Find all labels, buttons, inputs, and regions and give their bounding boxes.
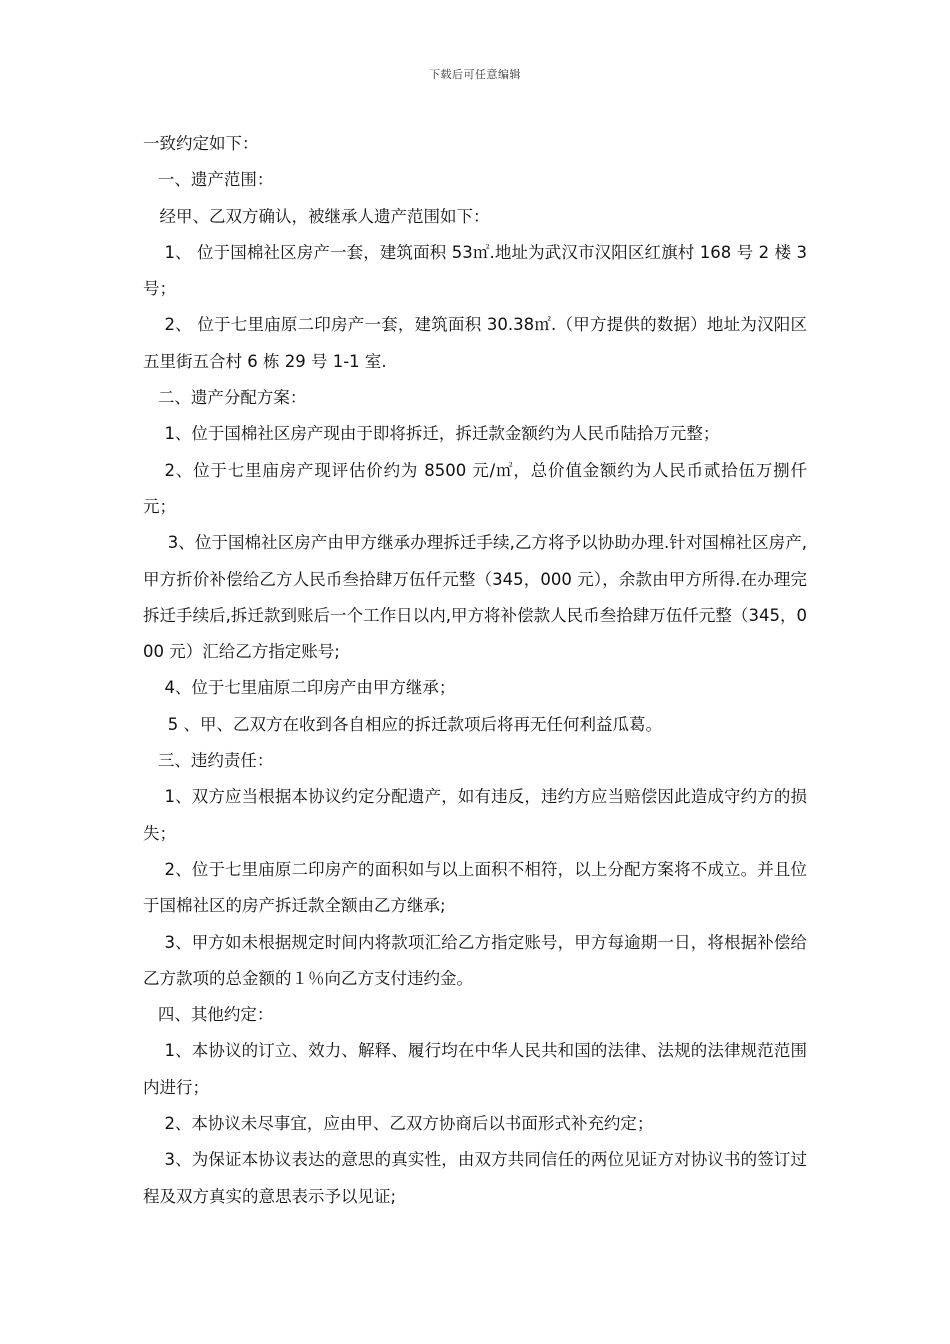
list-item-distribution-5: 5 、甲、乙双方在收到各自相应的拆迁款项后将再无任何利益瓜葛。 (167, 714, 662, 734)
section-heading-other: 四、其他约定： (157, 1005, 274, 1025)
list-item-liability-3: 3、甲方如未根据规定时间内将款项汇给乙方指定账号，甲方每逾期一日，将根据补偿给乙方款项的总金额的１％向乙方支付违约金。 (143, 932, 807, 988)
list-item-scope-2: 2、 位于七里庙原二印房产一套，建筑面积 30.38㎡.（甲方提供的数据）地址为汉阳区五里街五合村 6 栋 29 号 1-1 室. (143, 315, 807, 371)
list-item-distribution-2: 2、位于七里庙房产现评估价约为 8500 元/㎡，总价值金额约为人民币贰拾伍万捌仟元； (143, 460, 807, 516)
list-item-distribution-4: 4、位于七里庙原二印房产由甲方继承； (164, 678, 456, 698)
list-item-distribution-1: 1、位于国棉社区房产现由于即将拆迁，拆迁款金额约为人民币陆拾万元整； (164, 424, 720, 444)
paragraph-scope-intro: 经甲、乙双方确认，被继承人遗产范围如下： (159, 206, 490, 226)
list-item-liability-1: 1、双方应当根据本协议约定分配遗产，如有违反，违约方应当赔偿因此造成守约方的损失； (143, 787, 807, 843)
list-item-distribution-3: 3、位于国棉社区房产由甲方继承办理拆迁手续,乙方将予以协助办理.针对国棉社区房产,甲方折价补偿给乙方人民币叁拾肆万伍仟元整（345，000 元），余款由甲方所得.在办理完拆迁手续后,拆迁款到账后一个工作日以内,甲方将补偿款人民币叁拾肆万伍仟元整（345，000 元）汇给乙方指定账号; (143, 533, 807, 662)
page-header: 下载后可任意编辑 (429, 68, 521, 81)
paragraph-intro: 一致约定如下： (143, 134, 259, 153)
list-item-scope-1: 1、 位于国棉社区房产一套，建筑面积 53㎡.地址为武汉市汉阳区红旗村 168 号 2 楼 3 号； (143, 242, 807, 299)
document-body (143, 126, 807, 1215)
section-heading-distribution: 二、遗产分配方案： (157, 388, 307, 408)
list-item-other-3: 3、为保证本协议表达的意思的真实性，由双方共同信任的两位见证方对协议书的签订过程及双方真实的意思表示予以见证; (143, 1150, 807, 1206)
list-item-liability-2: 2、位于七里庙原二印房产的面积如与以上面积不相符，以上分配方案将不成立。并且位于国棉社区的房产拆迁款全额由乙方继承; (143, 859, 807, 916)
list-item-other-1: 1、本协议的订立、效力、解释、履行均在中华人民共和国的法律、法规的法律规范范围内进行； (143, 1041, 807, 1097)
section-heading-liability: 三、违约责任： (157, 751, 274, 771)
section-heading-scope: 一、遗产范围： (157, 170, 274, 190)
list-item-other-2: 2、本协议未尽事宜，应由甲、乙双方协商后以书面形式补充约定； (164, 1114, 654, 1134)
